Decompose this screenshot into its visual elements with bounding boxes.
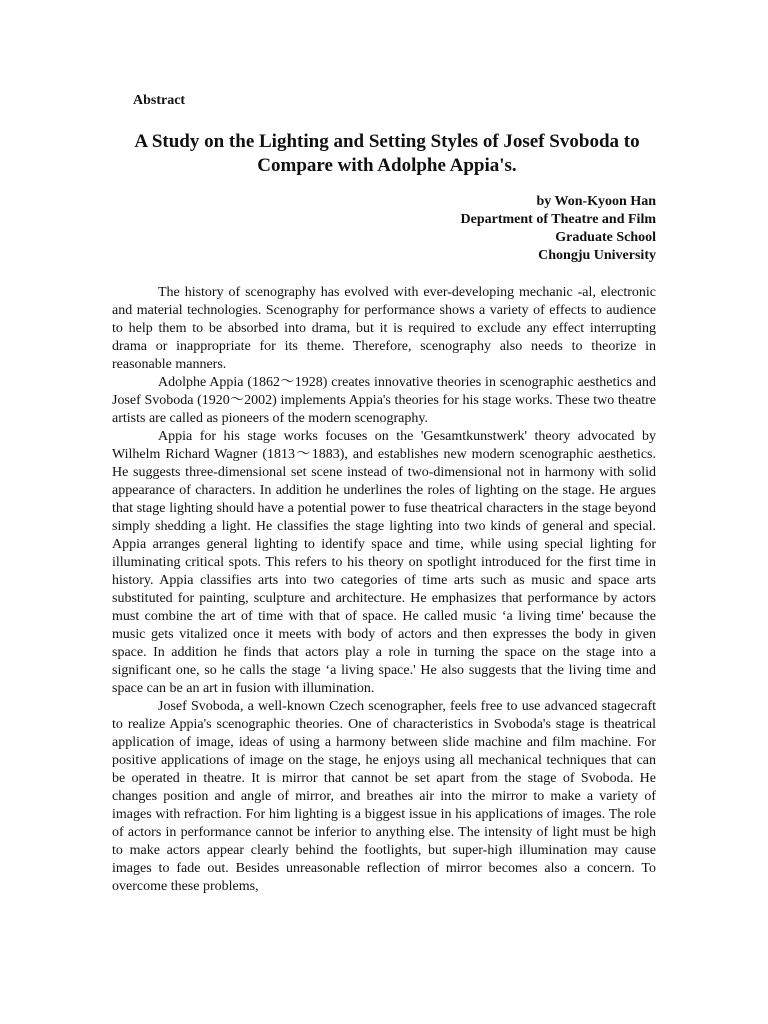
author-name: by Won-Kyoon Han (536, 194, 656, 209)
paragraph-2: Adolphe Appia (1862～1928) creates innovative theories in scenographic aesthetics and Josef Svoboda (1920～2002) implements Appia's theories for his stage works. These two theatre artists are called as pioneers of the modern scenography. (112, 375, 656, 426)
author-department: Department of Theatre and Film (460, 212, 656, 227)
author-block (461, 193, 656, 265)
paragraph-3: Appia for his stage works focuses on the 'Gesamtkunstwerk' theory advocated by Wilhelm Richard Wagner (1813～1883), and establishes new modern scenographic aesthetics. He suggests three-dimensional set scene instead of two-dimensional not in harmony with solid appearance of characters. In addition he underlines the roles of lighting on the stage. He argues that stage lighting should have a potential power to fuse theatrical characters in the stage beyond simply shedding a light. He classifies the stage lighting into two kinds of general and special. Appia arranges general lighting to identify space and time, while using special lighting for illuminating critical spots. This refers to his theory on spotlight introduced for the first time in history. Appia classifies arts into two categories of time arts such as music and space arts substituted for painting, sculpture and architecture. He emphasizes that performance by actors must combine the art of time with that of space. He called music ‘a living time' because the music gets vitalized once it meets with body of actors and then expresses the body in given space. In addition he finds that actors play a role in turning the space on the stage into a significant one, so he calls the stage ‘a living space.' He also suggests that the living time and space can be an art in fusion with illumination. (112, 429, 656, 696)
abstract-label: Abstract (133, 93, 186, 108)
paragraph-4: Josef Svoboda, a well-known Czech scenographer, feels free to use advanced stagecraft to realize Appia's scenographic theories. One of characteristics in Svoboda's stage is theatrical application of image, ideas of using a harmony between slide machine and film machine. For positive applications of image on the stage, he enjoys using all mechanical techniques that can be operated in theatre. It is mirror that cannot be set apart from the stage of Svoboda. He changes position and angle of mirror, and breathes air into the mirror to make a variety of images with refraction. For him lighting is a biggest issue in his applications of images. The role of actors in performance cannot be inferior to anything else. The intensity of light must be high to make actors appear clearly behind the footlights, but super-high illumination may cause images to fade out. Besides unreasonable reflection of mirror becomes also a concern. To overcome these problems, (112, 699, 656, 894)
title-line-2: Compare with Adolphe Appia's. (257, 155, 517, 176)
title-line-1: A Study on the Lighting and Setting Styles of Josef Svoboda to (134, 131, 640, 152)
paper-title (96, 130, 678, 178)
author-school: Graduate School (555, 230, 656, 245)
abstract-body (112, 284, 656, 896)
paragraph-1: The history of scenography has evolved with ever-developing mechanic -al, electronic and material technologies. Scenography for performance shows a variety of effects to audience to help them to be absorbed into drama, but it is required to exclude any effect interrupting drama or inappropriate for its theme. Therefore, scenography also needs to theorize in reasonable manners. (112, 285, 656, 372)
author-university: Chongju University (538, 248, 656, 263)
